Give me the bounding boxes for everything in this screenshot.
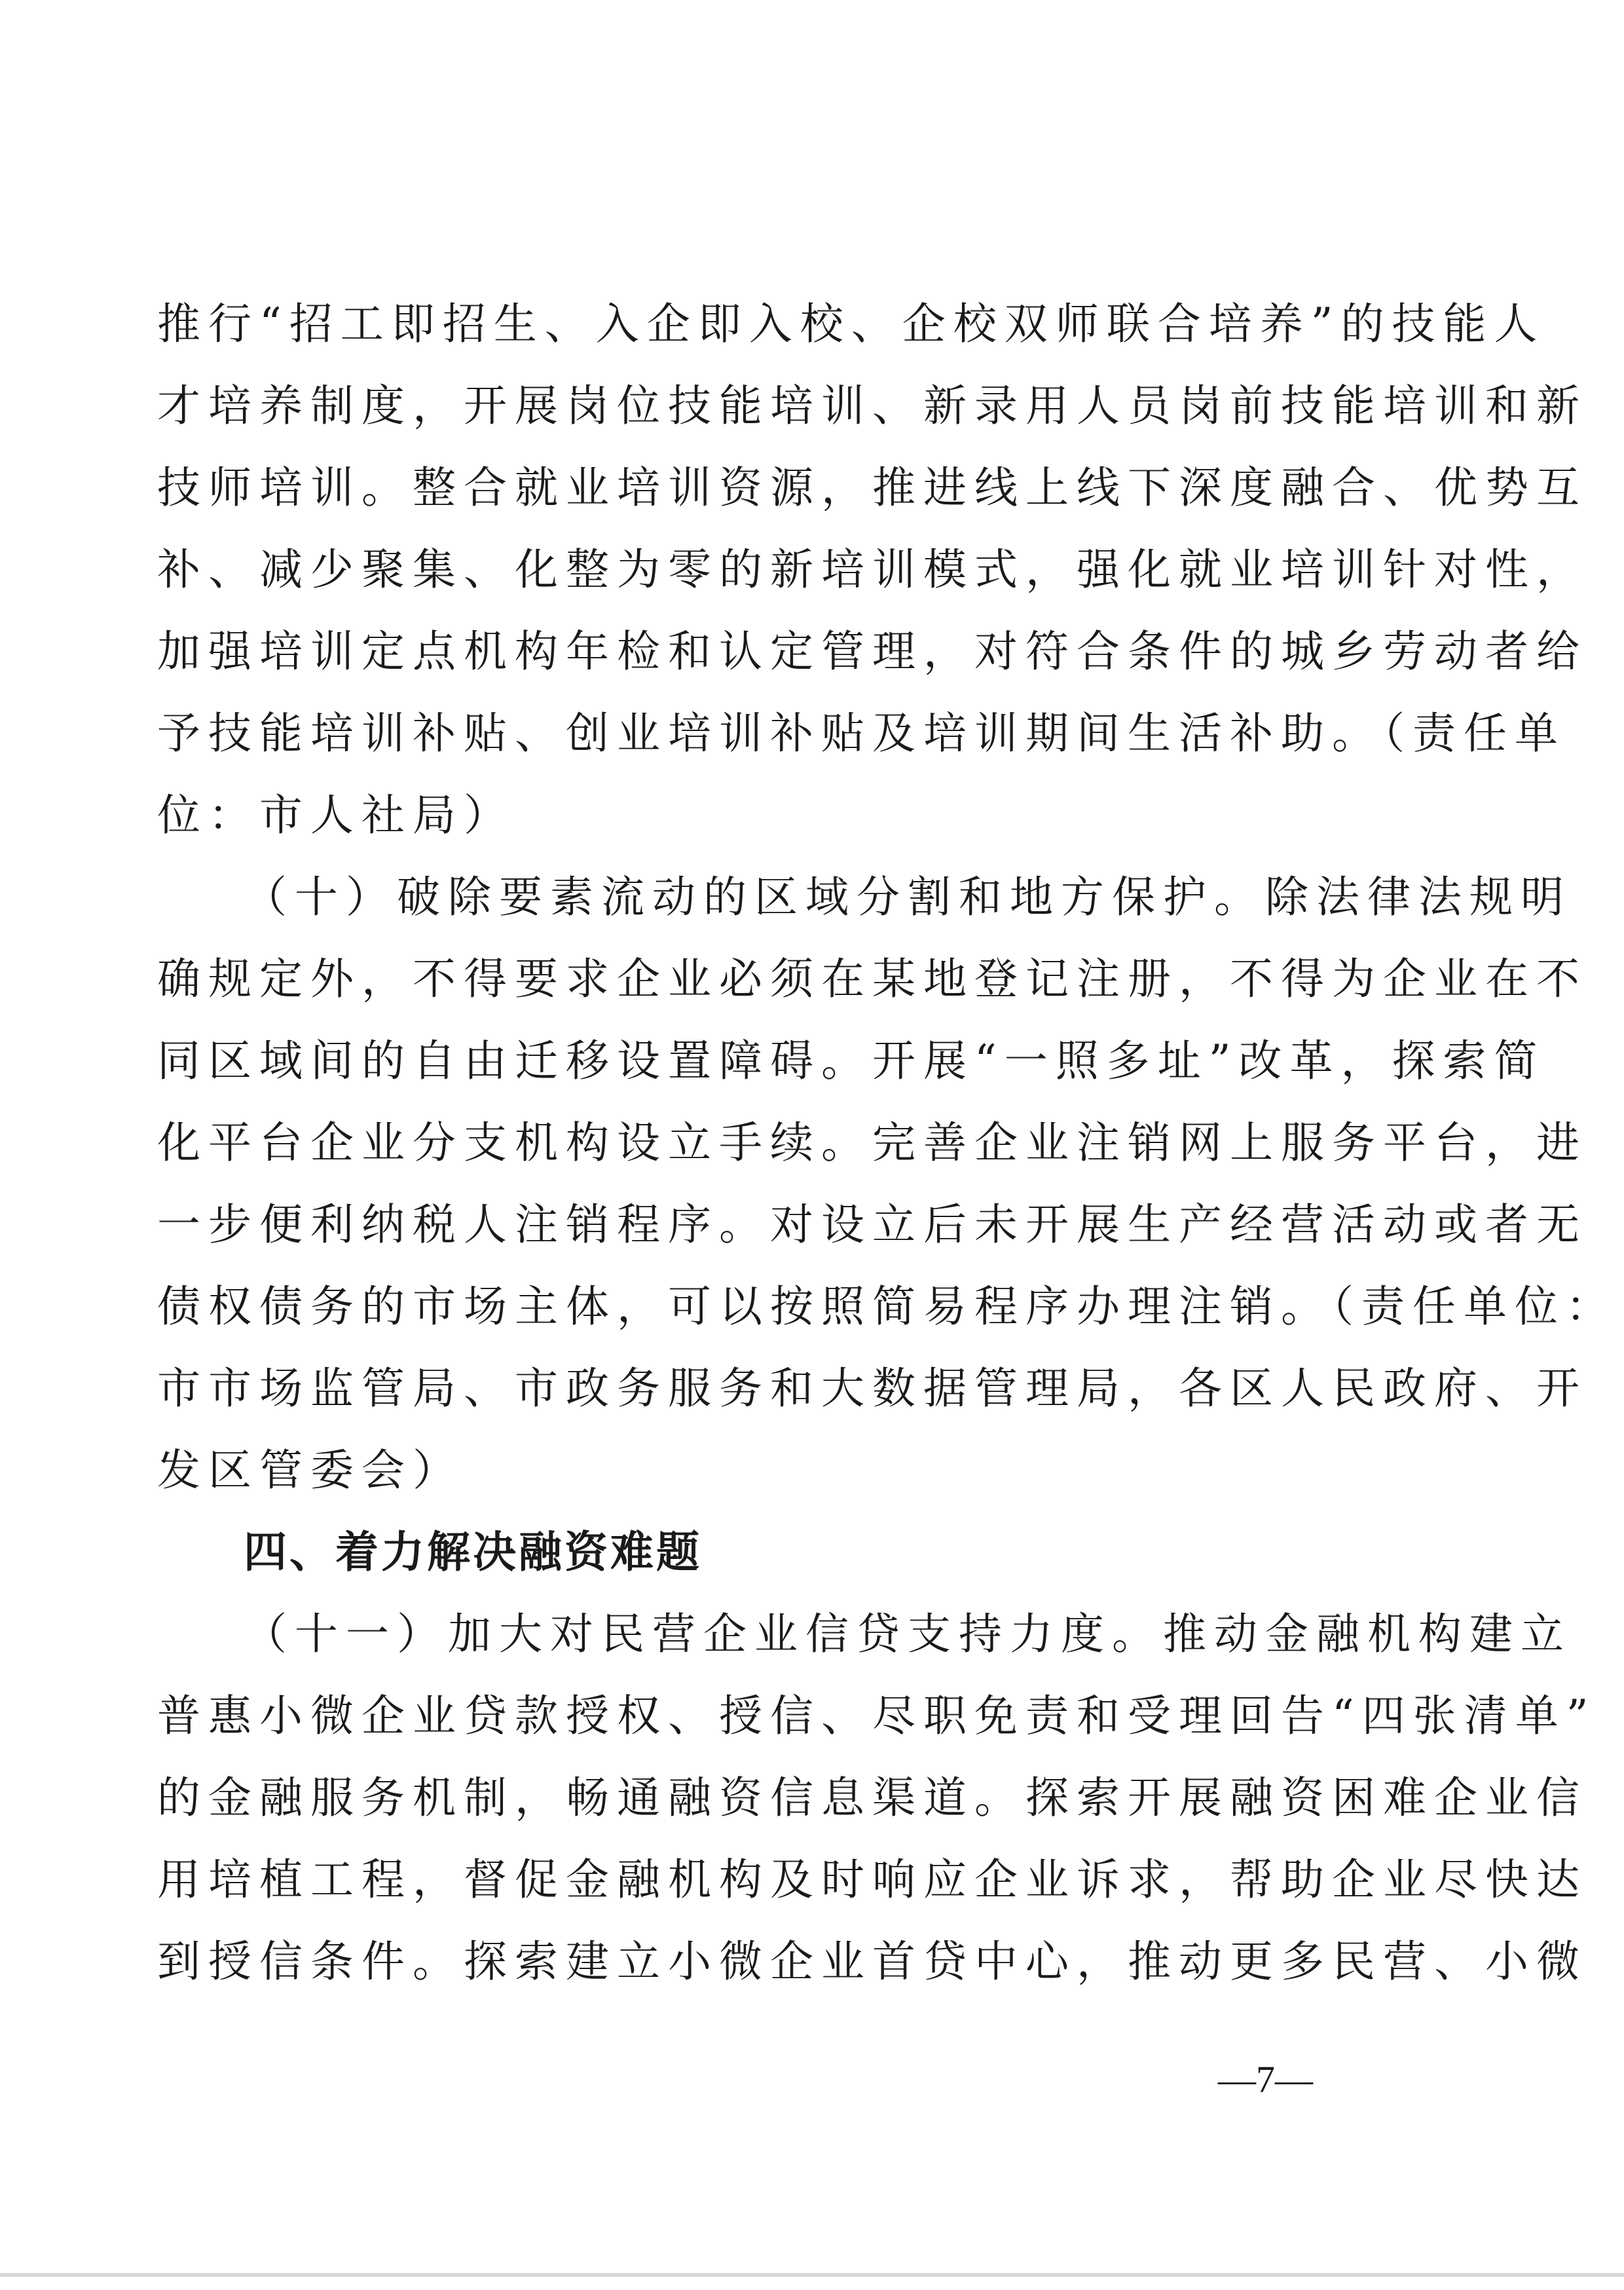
text-line: 的金融服务机制，畅通融资信息渠道。探索开展融资困难企业信 (157, 1773, 1587, 1823)
section-heading: 四、着力解决融资难题 (244, 1527, 702, 1577)
text-line: 一步便利纳税人注销程序。对设立后未开展生产经营活动或者无 (157, 1199, 1587, 1250)
section-eleven-first-line: （十一）加大对民营企业信贷支持力度。推动金融机构建立 (244, 1609, 1572, 1659)
text-line: 补、减少聚集、化整为零的新培训模式，强化就业培训针对性， (157, 544, 1587, 595)
text-line: 位：市人社局） (157, 790, 515, 840)
page-number: —7— (1218, 2058, 1313, 2101)
text-line: 加强培训定点机构年检和认定管理，对符合条件的城乡劳动者给 (157, 626, 1587, 677)
text-line: 发区管委会） (157, 1445, 464, 1495)
text-line: 化平台企业分支机构设立手续。完善企业注销网上服务平台，进 (157, 1117, 1587, 1168)
text-line: 普惠小微企业贷款授权、授信、尽职免责和受理回告“四张清单” (157, 1691, 1596, 1741)
text-line: 债权债务的市场主体，可以按照简易程序办理注销。（责任单位： (157, 1281, 1617, 1332)
text-line: 用培植工程，督促金融机构及时响应企业诉求，帮助企业尽快达 (157, 1854, 1587, 1905)
text-line: 到授信条件。探索建立小微企业首贷中心，推动更多民营、小微 (157, 1936, 1587, 1987)
scan-edge-divider (0, 2273, 1624, 2277)
text-line: 同区域间的自由迁移设置障碍。开展“一照多址”改革，探索简 (157, 1036, 1545, 1086)
text-line: 技师培训。整合就业培训资源，推进线上线下深度融合、优势互 (157, 462, 1587, 513)
text-line: 确规定外，不得要求企业必须在某地登记注册，不得为企业在不 (157, 954, 1587, 1004)
text-line: 推行“招工即招生、入企即入校、企校双师联合培养”的技能人 (157, 299, 1545, 349)
text-line: 市市场监管局、市政务服务和大数据管理局，各区人民政府、开 (157, 1363, 1587, 1414)
section-ten-first-line: （十）破除要素流动的区域分割和地方保护。除法律法规明 (244, 872, 1572, 922)
text-line: 才培养制度，开展岗位技能培训、新录用人员岗前技能培训和新 (157, 381, 1587, 431)
text-line: 予技能培训补贴、创业培训补贴及培训期间生活补助。（责任单 (157, 708, 1566, 759)
